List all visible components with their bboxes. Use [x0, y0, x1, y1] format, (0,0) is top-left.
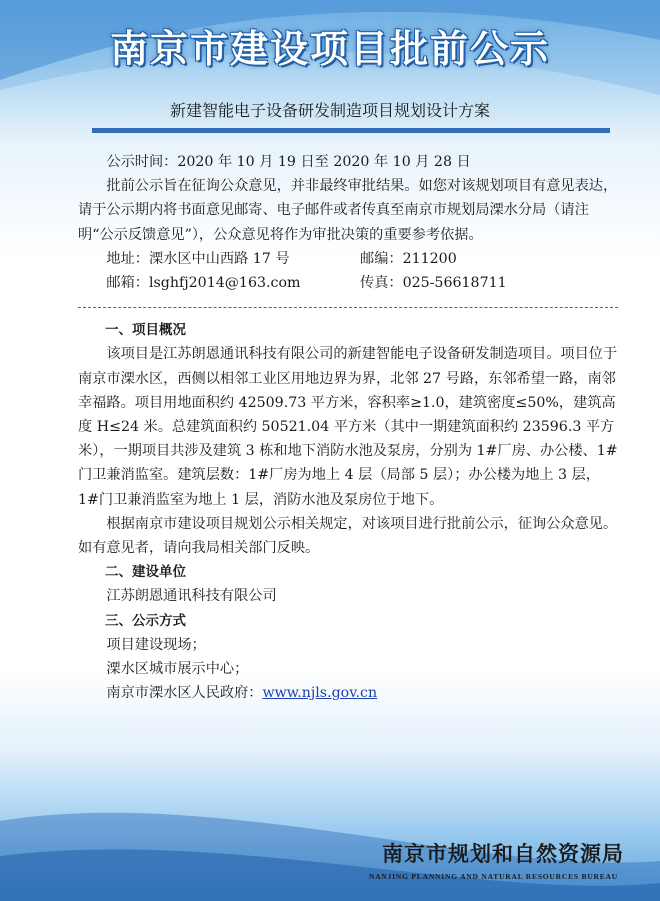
- notice-intro: 批前公示旨在征询公众意见，并非最终审批结果。如您对该规划项目有意见表达，请于公示期内将书面意见邮寄、电子邮件或者传真至南京市规划局溧水分局（请注明“公示反馈意见”），公众意见将作为审批决策的重要参考依据。: [78, 178, 618, 243]
- overview-text-2: 根据南京市建设项目规划公示相关规定，对该项目进行批前公示，征询公众意见。如有意见者，请向我局相关部门反映。: [78, 515, 618, 557]
- overview-text: 该项目是江苏朗恩通讯科技有限公司的新建智能电子设备研发制造项目。项目位于南京市溧水区，西侧以相邻工业区用地边界为界，北邻 27 号路，东邻希望一路，南邻幸福路。项目用地面积约 42509.73 平方米，容积率≥1.0，建筑密度≤50%，建筑高度 H≤24 米。总建筑面积约 50521.04 平方米（其中一期建筑面积约 23596.3 平方米），一期项目共涉及建筑 3 栋和地下消防水池及泵房，分别为 1#厂房、办公楼、1#门卫兼消监室。建筑层数：1#厂房为地上 4 层（局部 5 层）；办公楼为地上 3 层，1#门卫兼消监室为地上 1 层，消防水池及泵房位于地下。: [78, 346, 618, 508]
- contact-address: 地址：溧水区中山西路 17 号: [106, 250, 290, 267]
- contact-postcode: 邮编：211200: [360, 250, 457, 267]
- notice-content: [78, 150, 618, 705]
- method-item-website: [78, 681, 618, 705]
- method-website-label: 南京市溧水区人民政府：: [106, 685, 263, 702]
- method-heading: 三、公示方式: [105, 612, 186, 629]
- bureau-name-cn: 南京市规划和自然资源局: [382, 841, 624, 866]
- government-website-link[interactable]: www.njls.gov.cn: [262, 685, 378, 702]
- builder-name: 江苏朗恩通讯科技有限公司: [106, 588, 277, 605]
- contact-fax: 传真：025-56618711: [360, 275, 507, 292]
- builder-heading: 二、建设单位: [105, 564, 186, 581]
- notice-period: 公示时间：2020 年 10 月 19 日至 2020 年 10 月 28 日: [106, 154, 471, 170]
- project-subtitle: 新建智能电子设备研发制造项目规划设计方案: [169, 101, 490, 120]
- bureau-name-en: NANJING PLANNING AND NATURAL RESOURCES BUREAU: [368, 872, 618, 881]
- overview-heading: 一、项目概况: [105, 322, 186, 339]
- method-item-center: 溧水区城市展示中心；: [106, 661, 249, 678]
- title-divider: [92, 128, 610, 133]
- contact-row-1: [78, 247, 618, 271]
- contact-email[interactable]: 邮箱：lsghfj2014@163.com: [106, 275, 301, 292]
- method-item-site: 项目建设现场；: [106, 636, 206, 653]
- main-title: 南京市建设项目批前公示: [109, 26, 550, 71]
- contact-row-2: [78, 271, 618, 295]
- section-separator: [78, 307, 618, 308]
